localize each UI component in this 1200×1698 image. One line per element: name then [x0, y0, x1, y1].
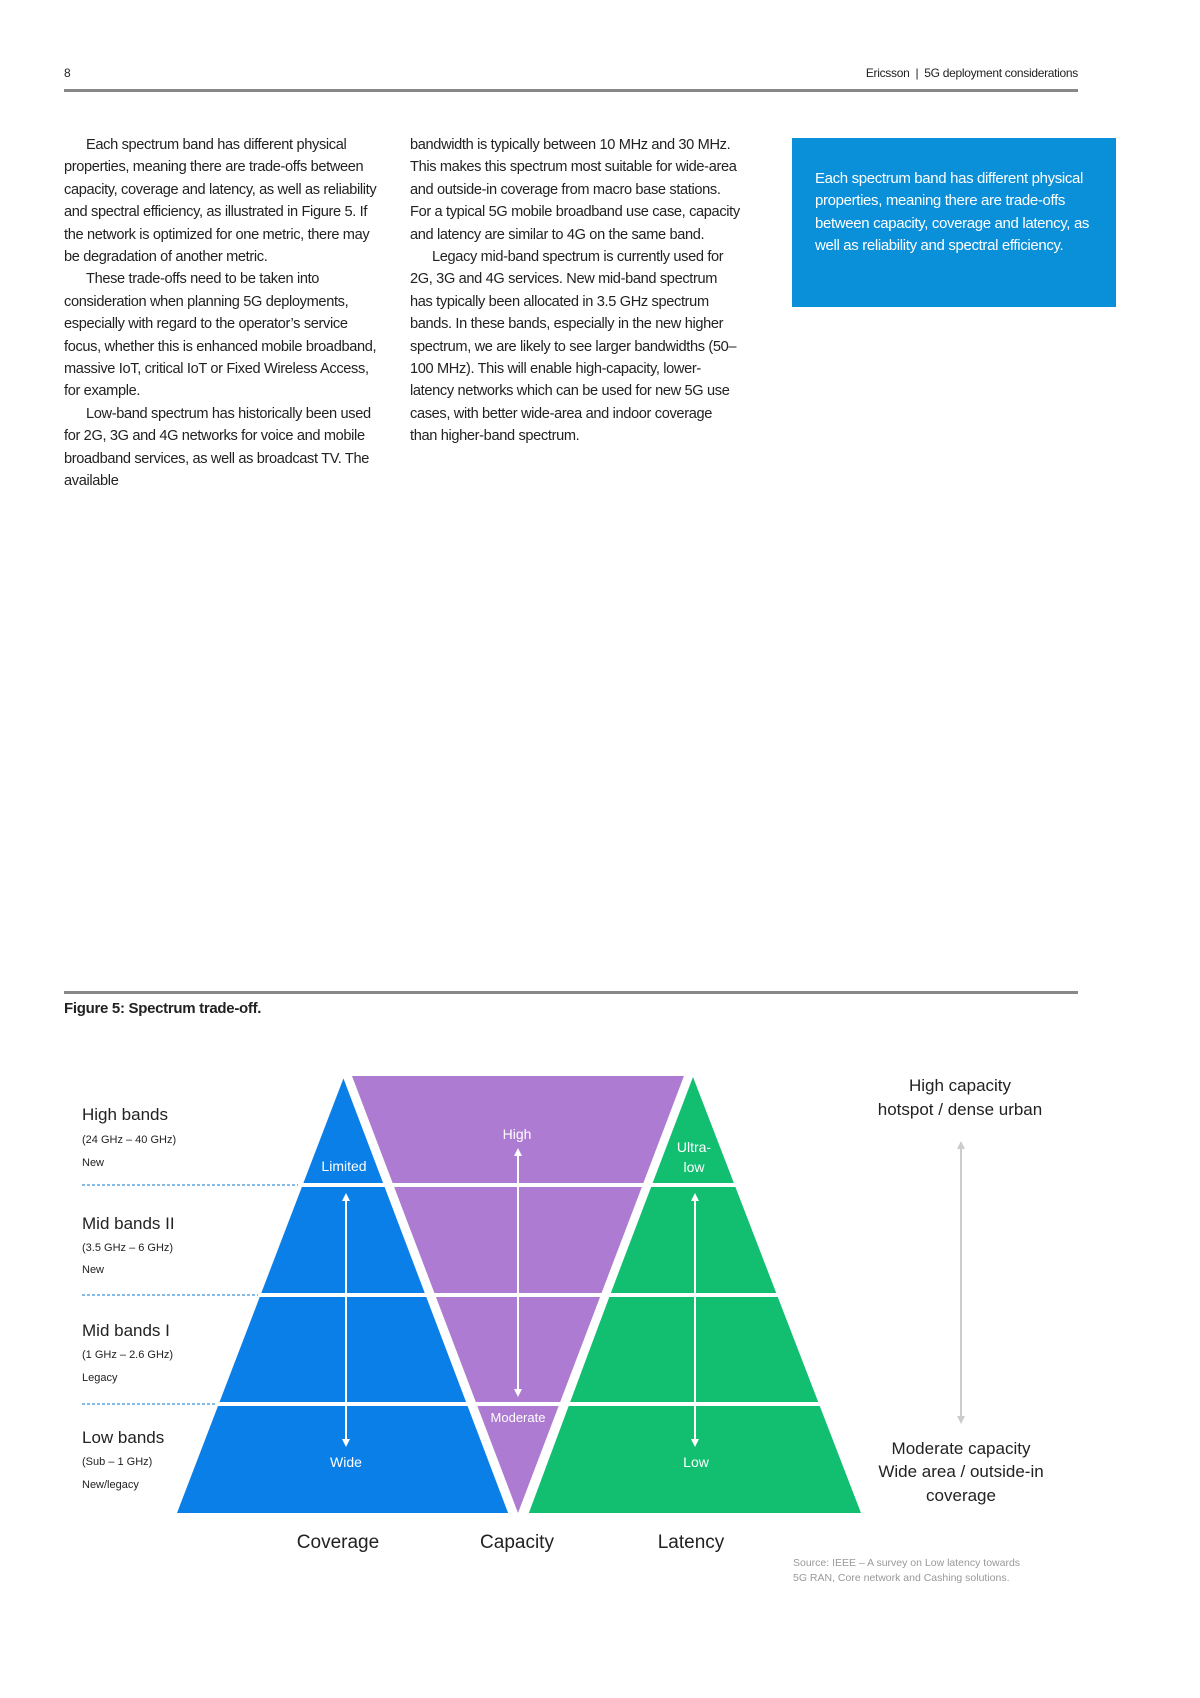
- paragraph: Each spectrum band has different physical properties, meaning there are trade-offs between capacity, coverage and latency, as well as reliability and spectral efficiency, as illustrated in Figure 5. If the network is optimized for one metric, there may be degradation of another metric.: [64, 137, 377, 266]
- source-line-1: Source: IEEE – A survey on Low latency towards: [793, 1557, 1021, 1569]
- right-top-line-1: High capacity: [908, 1076, 1012, 1095]
- band-label-mid-i: [82, 1321, 173, 1384]
- band-status: New: [82, 1264, 105, 1276]
- paragraph: Low-band spectrum has historically been used for 2G, 3G and 4G networks for voice and mobile broadband services, as well as broadcast TV. The available: [64, 405, 371, 490]
- band-label-mid-ii: [82, 1214, 175, 1276]
- band-name: High bands: [82, 1105, 169, 1124]
- latency-bottom-label: Low: [683, 1454, 709, 1470]
- coverage-top-label: Limited: [321, 1158, 367, 1174]
- document-title: 5G deployment considerations: [924, 66, 1078, 80]
- right-bottom-line-1: Moderate capacity: [891, 1439, 1031, 1458]
- band-range: (Sub – 1 GHz): [82, 1456, 153, 1468]
- band-range: (1 GHz – 2.6 GHz): [82, 1349, 174, 1361]
- band-name: Mid bands II: [82, 1214, 175, 1233]
- paragraph: bandwidth is typically between 10 MHz and 30 MHz. This makes this spectrum most suitable for wide-area and outside-in coverage from macro base stations. For a typical 5G mobile broadband use case, capacity and latency are similar to 4G on the same band.: [410, 137, 740, 243]
- latency-label: Latency: [657, 1532, 725, 1553]
- capacity-label: Capacity: [480, 1532, 554, 1553]
- band-name: Low bands: [82, 1428, 165, 1447]
- latency-top-label-1: Ultra-: [676, 1139, 712, 1155]
- band-range: (24 GHz – 40 GHz): [82, 1134, 177, 1146]
- figure-caption: Figure 5: Spectrum trade-off.: [64, 1000, 262, 1017]
- paragraph: Legacy mid-band spectrum is currently used for 2G, 3G and 4G services. New mid-band spectrum has typically been allocated in 3.5 GHz spectrum bands. In these bands, especially in the new higher spectrum, we are likely to see larger bandwidths (50–100 MHz). This will enable high-capacity, lower-latency networks which can be used for new 5G use cases, with better wide-area and indoor coverage than higher-band spectrum.: [410, 249, 737, 445]
- latency-top-label-2: low: [683, 1159, 705, 1175]
- page-number: 8: [64, 66, 71, 80]
- band-status: New/legacy: [82, 1479, 139, 1491]
- band-label-low: [82, 1428, 164, 1491]
- coverage-bottom-label: Wide: [330, 1454, 362, 1470]
- band-label-high: [82, 1105, 176, 1169]
- band-status: New: [82, 1157, 105, 1169]
- pull-quote: Each spectrum band has different physical properties, meaning there are trade-offs between capacity, coverage and latency, as well as reliability and spectral efficiency.: [792, 138, 1116, 307]
- right-bottom-line-2: Wide area / outside-in: [878, 1462, 1044, 1481]
- band-status: Legacy: [82, 1372, 118, 1384]
- publisher: Ericsson: [865, 66, 910, 80]
- source-line-2: 5G RAN, Core network and Cashing solutions.: [793, 1572, 1010, 1584]
- right-bottom-line-3: coverage: [926, 1486, 996, 1505]
- right-top-line-2: hotspot / dense urban: [877, 1100, 1043, 1119]
- coverage-label: Coverage: [296, 1532, 380, 1553]
- paragraph: These trade-offs need to be taken into consideration when planning 5G deployments, especially with regard to the operator’s service focus, whether this is enhanced mobile broadband, massive IoT, critical IoT or Fixed Wireless Access, for example.: [64, 271, 377, 400]
- capacity-top-label: High: [502, 1126, 532, 1142]
- band-name: Mid bands I: [82, 1321, 170, 1340]
- header-separator: |: [915, 66, 919, 80]
- capacity-bottom-label: Moderate: [490, 1410, 546, 1425]
- band-range: (3.5 GHz – 6 GHz): [82, 1242, 174, 1254]
